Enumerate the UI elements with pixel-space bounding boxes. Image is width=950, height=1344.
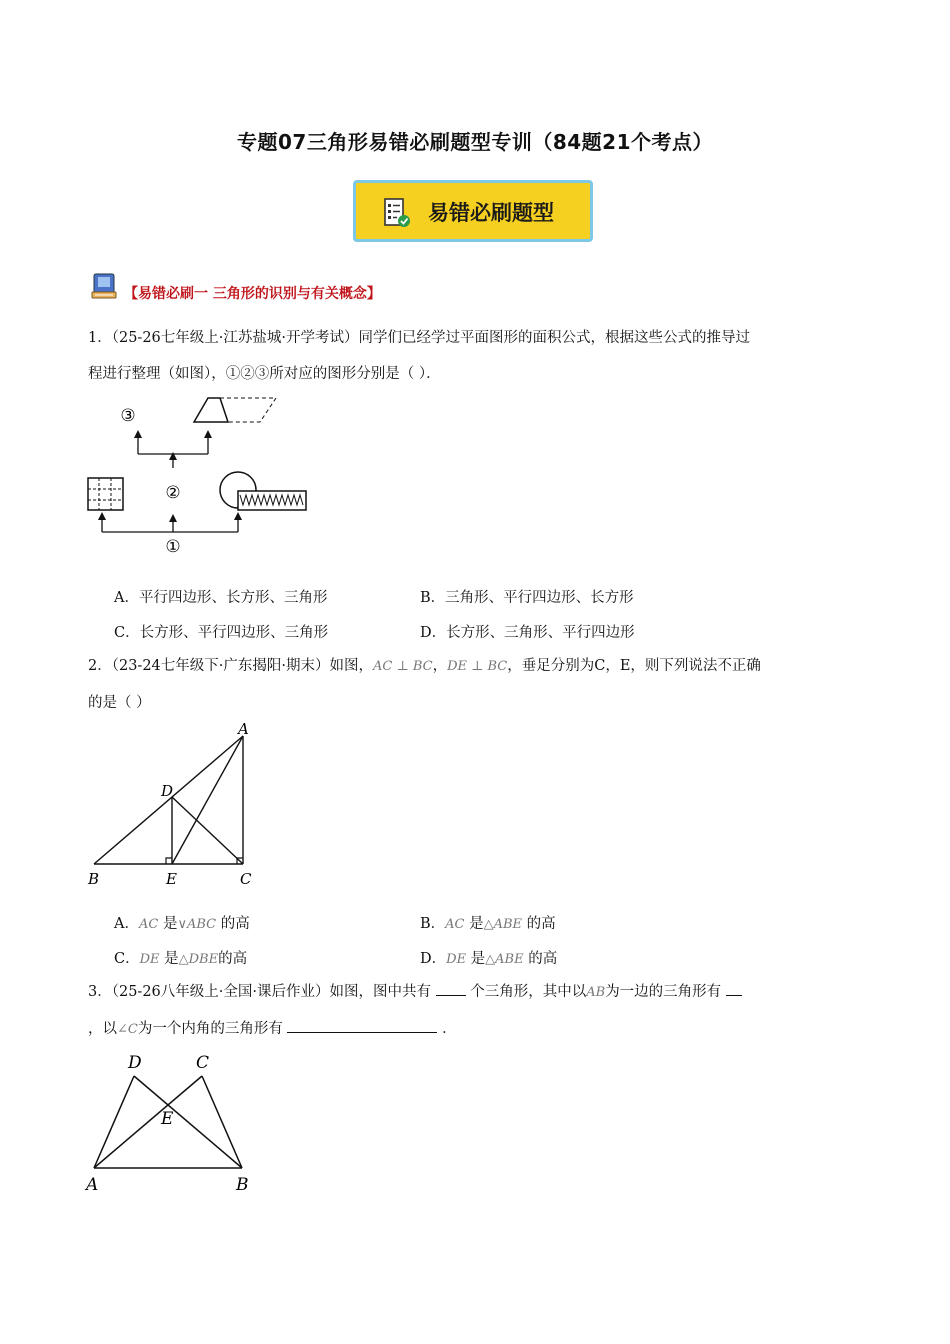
q3-number: 3． <box>88 984 112 1000</box>
q2-text-line2: 的是（ ） <box>88 695 151 711</box>
q1-fig-label-3: ③ <box>120 406 136 426</box>
banner-label: 易错必刷题型 <box>428 201 554 225</box>
q1-number: 1． <box>88 330 112 346</box>
q1-text-line2: 程进行整理（如图），①②③所对应的图形分别是（ ）． <box>88 366 441 382</box>
question-2: 2．（23-24七年级下·广东揭阳·期末）如图，AC ⊥ BC，DE ⊥ BC，垂足分别为C，E，则下列说法不正确 的是（ ） <box>88 648 868 721</box>
q2-math-ac-perp-bc: AC ⊥ BC <box>373 659 433 674</box>
q2-number: 2． <box>88 658 112 674</box>
q1-source: （25-26七年级上·江苏盐城·开学考试） <box>111 330 359 346</box>
q1-text-line1: 同学们已经学过平面图形的面积公式，根据这些公式的推导过 <box>358 330 751 346</box>
q2-math-de-perp-bc: DE ⊥ BC <box>447 659 508 674</box>
checklist-icon <box>382 197 412 233</box>
q2-figure <box>80 718 270 890</box>
q3-fig-label-c: C <box>196 1053 210 1073</box>
q3-fig-label-a: A <box>86 1175 99 1195</box>
question-1 <box>88 320 868 392</box>
q2-fig-label-b: B <box>88 870 100 888</box>
q2-fig-label-a: A <box>238 720 249 738</box>
page-title: 专题07三角形易错必刷题型专训（84题21个考点） <box>237 130 713 154</box>
q3-fig-label-e: E <box>161 1109 174 1129</box>
q2-option-d[interactable]: D．DE 是△ABE 的高 <box>420 951 558 967</box>
q3-blank-1[interactable] <box>436 981 466 996</box>
section-title: 【易错必刷一 三角形的识别与有关概念】 <box>124 286 381 302</box>
q2-fig-label-e: E <box>166 870 177 888</box>
q1-fig-label-2: ② <box>165 483 181 503</box>
q2-source: （23-24七年级下·广东揭阳·期末） <box>111 658 330 674</box>
book-icon <box>88 271 120 305</box>
q1-fig-label-1: ① <box>165 537 181 557</box>
q1-option-b[interactable]: B．三角形、平行四边形、长方形 <box>420 590 634 606</box>
q2-option-c[interactable]: C．DE 是△DBE的高 <box>114 951 248 967</box>
q3-figure <box>80 1050 270 1200</box>
q3-fig-label-b: B <box>236 1175 249 1195</box>
q1-option-a[interactable]: A．平行四边形、长方形、三角形 <box>114 590 328 606</box>
section-banner <box>353 180 593 242</box>
q3-fig-label-d: D <box>128 1053 142 1073</box>
q1-option-c[interactable]: C．长方形、平行四边形、三角形 <box>114 625 329 641</box>
question-3: 3．（25-26八年级上·全国·课后作业）如图，图中共有 个三角形，其中以AB为一边的三角形有 ，以∠C为一个内角的三角形有 ． <box>88 974 878 1048</box>
q3-blank-3[interactable] <box>287 1018 437 1033</box>
q3-blank-2[interactable] <box>726 981 742 996</box>
q2-fig-label-c: C <box>240 870 252 888</box>
q1-figure <box>80 392 320 562</box>
q2-fig-label-d: D <box>161 782 174 800</box>
q2-option-b[interactable]: B．AC 是△ABE 的高 <box>420 916 556 932</box>
q3-source: （25-26八年级上·全国·课后作业） <box>111 984 330 1000</box>
q2-option-a[interactable]: A．AC 是∨ABC 的高 <box>114 916 250 932</box>
q1-option-d[interactable]: D．长方形、三角形、平行四边形 <box>420 625 635 641</box>
